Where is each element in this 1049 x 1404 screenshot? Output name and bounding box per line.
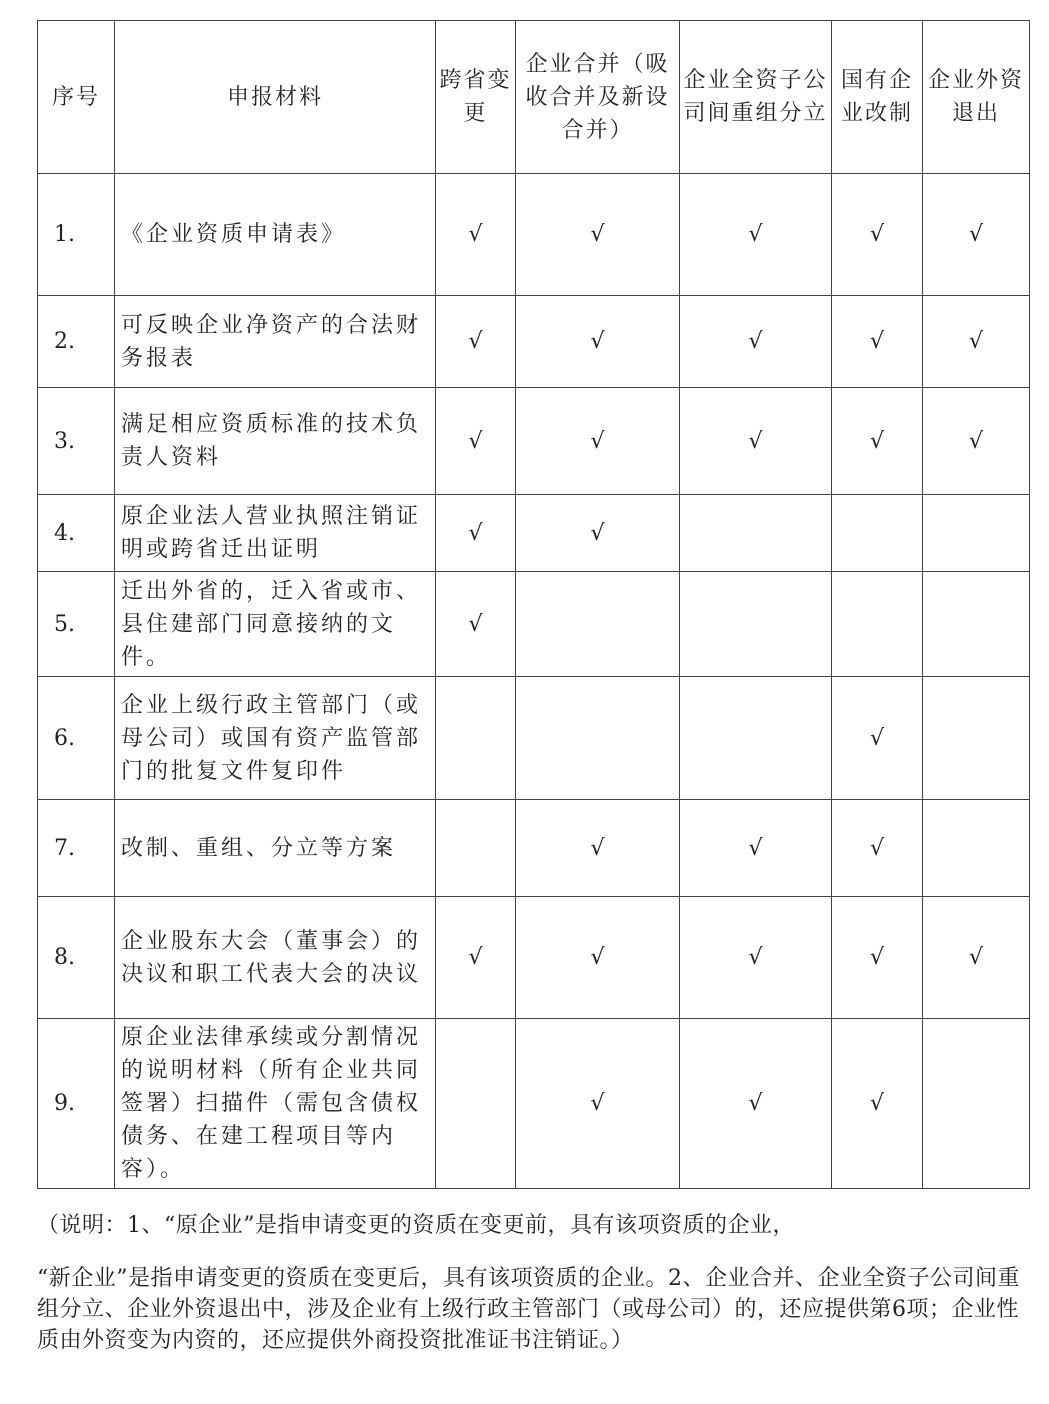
cell-cross-province (436, 1019, 516, 1189)
cell-merger: √ (516, 1019, 680, 1189)
cell-cross-province: √ (436, 174, 516, 296)
table-row (38, 495, 1030, 572)
table-row (38, 572, 1030, 677)
cell-cross-province: √ (436, 572, 516, 677)
cell-soe-restructure: √ (832, 296, 923, 388)
cell-soe-restructure: √ (832, 800, 923, 897)
cell-subsidiary-reorg: √ (680, 800, 832, 897)
cell-cross-province: √ (436, 495, 516, 572)
row-number: 7. (38, 800, 115, 897)
cell-soe-restructure: √ (832, 1019, 923, 1189)
cell-merger (516, 572, 680, 677)
table-row (38, 1019, 1030, 1189)
row-material: 企业上级行政主管部门（或母公司）或国有资产监管部门的批复文件复印件 (115, 677, 436, 800)
cell-soe-restructure: √ (832, 677, 923, 800)
cell-merger: √ (516, 388, 680, 495)
table-row (38, 296, 1030, 388)
header-material: 申报材料 (115, 21, 436, 174)
row-material: 迁出外省的，迁入省或市、县住建部门同意接纳的文件。 (115, 572, 436, 677)
cell-subsidiary-reorg (680, 495, 832, 572)
row-material: 满足相应资质标准的技术负责人资料 (115, 388, 436, 495)
header-subsidiary-reorg: 企业全资子公司间重组分立 (680, 21, 832, 174)
row-number: 9. (38, 1019, 115, 1189)
row-material: 原企业法律承续或分割情况的说明材料（所有企业共同签署）扫描件（需包含债权债务、在建工程项目等内容）。 (115, 1019, 436, 1189)
cell-subsidiary-reorg: √ (680, 1019, 832, 1189)
cell-subsidiary-reorg: √ (680, 897, 832, 1019)
cell-foreign-exit (923, 572, 1030, 677)
cell-cross-province: √ (436, 897, 516, 1019)
row-number: 1. (38, 174, 115, 296)
row-material: 企业股东大会（董事会）的决议和职工代表大会的决议 (115, 897, 436, 1019)
row-material: 改制、重组、分立等方案 (115, 800, 436, 897)
cell-subsidiary-reorg: √ (680, 296, 832, 388)
materials-table (37, 20, 1030, 1189)
row-material: 可反映企业净资产的合法财务报表 (115, 296, 436, 388)
cell-merger: √ (516, 296, 680, 388)
row-number: 6. (38, 677, 115, 800)
row-number: 8. (38, 897, 115, 1019)
table-body (38, 174, 1030, 1189)
header-seq: 序号 (38, 21, 115, 174)
cell-cross-province (436, 800, 516, 897)
header-row (38, 21, 1030, 174)
header-merger: 企业合并（吸收合并及新设合并） (516, 21, 680, 174)
cell-foreign-exit: √ (923, 388, 1030, 495)
row-number: 5. (38, 572, 115, 677)
cell-cross-province: √ (436, 388, 516, 495)
cell-soe-restructure (832, 572, 923, 677)
cell-foreign-exit (923, 677, 1030, 800)
table-row (38, 800, 1030, 897)
cell-merger (516, 677, 680, 800)
cell-foreign-exit: √ (923, 296, 1030, 388)
note-line-2: “新企业”是指申请变更的资质在变更后，具有该项资质的企业。2、企业合并、企业全资子公司间重组分立、企业外资退出中，涉及企业有上级行政主管部门（或母公司）的，还应提供第6项；企业性质由外资变为内资的，还应提供外商投资批准证书注销证。） (37, 1266, 1020, 1353)
table-row (38, 388, 1030, 495)
cell-subsidiary-reorg (680, 677, 832, 800)
cell-foreign-exit: √ (923, 897, 1030, 1019)
cell-foreign-exit (923, 495, 1030, 572)
row-material: 原企业法人营业执照注销证明或跨省迁出证明 (115, 495, 436, 572)
cell-merger: √ (516, 897, 680, 1019)
table-row (38, 897, 1030, 1019)
table-row (38, 677, 1030, 800)
cell-cross-province: √ (436, 296, 516, 388)
row-number: 3. (38, 388, 115, 495)
cell-cross-province (436, 677, 516, 800)
cell-subsidiary-reorg: √ (680, 174, 832, 296)
cell-subsidiary-reorg (680, 572, 832, 677)
cell-soe-restructure: √ (832, 174, 923, 296)
cell-subsidiary-reorg: √ (680, 388, 832, 495)
cell-foreign-exit (923, 1019, 1030, 1189)
cell-merger: √ (516, 800, 680, 897)
note-line-1: （说明：1、“原企业”是指申请变更的资质在变更前，具有该项资质的企业， (37, 1213, 795, 1238)
row-number: 2. (38, 296, 115, 388)
cell-soe-restructure: √ (832, 897, 923, 1019)
table-row (38, 174, 1030, 296)
cell-merger: √ (516, 495, 680, 572)
cell-soe-restructure: √ (832, 388, 923, 495)
cell-soe-restructure (832, 495, 923, 572)
header-foreign-exit: 企业外资退出 (923, 21, 1030, 174)
header-cross-province: 跨省变更 (436, 21, 516, 174)
header-soe-restructure: 国有企业改制 (832, 21, 923, 174)
row-number: 4. (38, 495, 115, 572)
cell-foreign-exit: √ (923, 174, 1030, 296)
cell-foreign-exit (923, 800, 1030, 897)
row-material: 《企业资质申请表》 (115, 174, 436, 296)
cell-merger: √ (516, 174, 680, 296)
